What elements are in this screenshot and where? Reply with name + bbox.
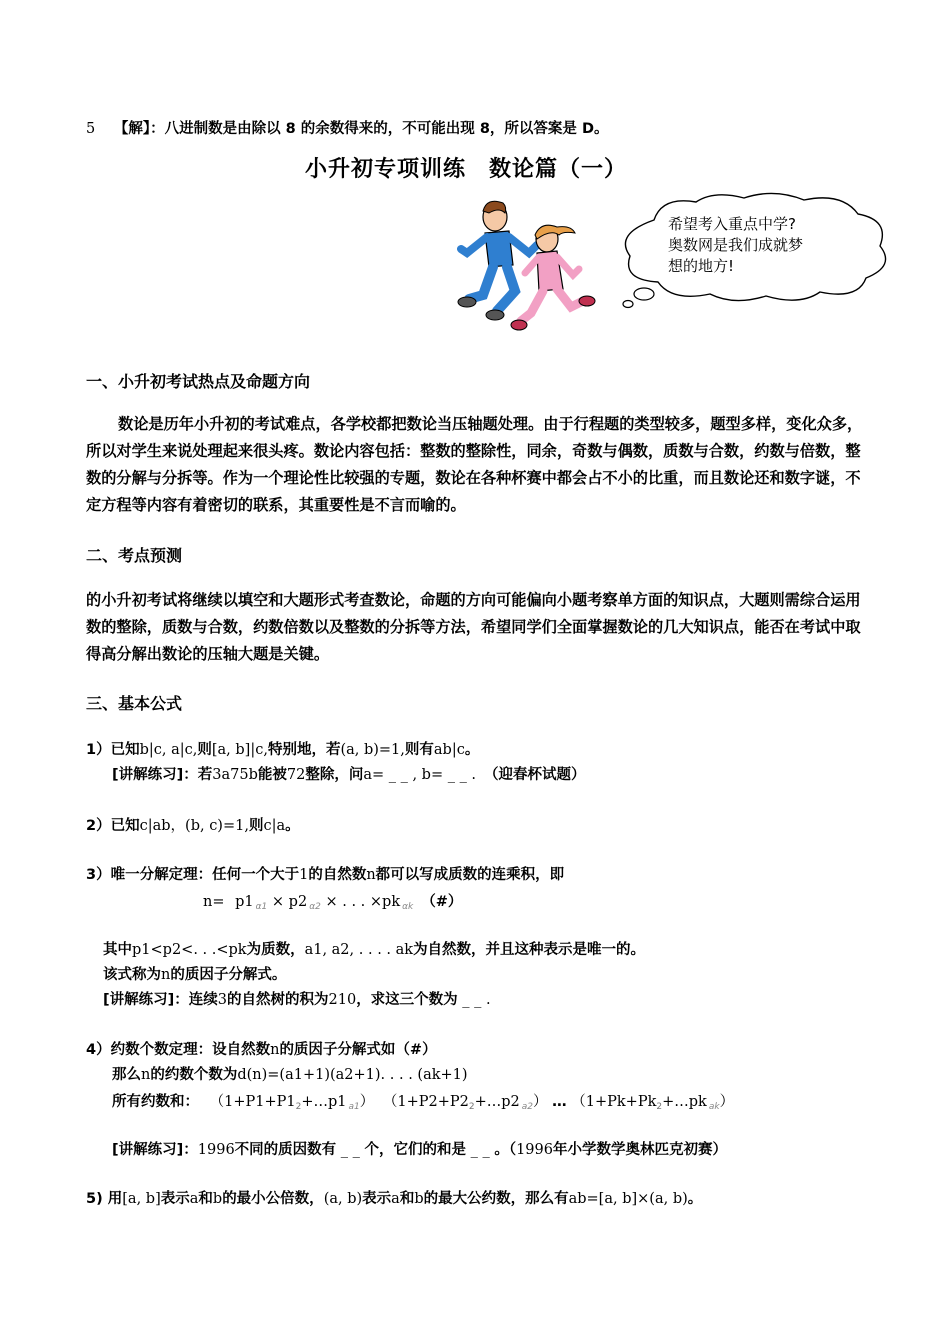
formula-1-exercise: [讲解练习]：若3a75b能被72整除，问a= _ _ , b= _ _ . （迎春杯试题）	[112, 767, 586, 783]
cloud-line-2: 奥数网是我们成就梦	[668, 236, 804, 254]
formula-4-count: 那么n的约数个数为d(n)=(a1+1)(a2+1). . . . (ak+1)	[112, 1067, 468, 1083]
section-2-heading: 二、考点预测	[86, 546, 183, 565]
answer-tag: 【解】：	[113, 121, 165, 137]
answer-line	[86, 119, 609, 139]
cloud-line-3: 想的地方!	[668, 257, 735, 275]
answer-number: 5	[86, 121, 96, 137]
formula-1: 1）已知b|c, a|c,则[a, b]|c,特别地，若(a, b)=1,则有ab|c。	[86, 742, 480, 758]
section-2-paragraph: 的小升初考试将继续以填空和大题形式考查数论，命题的方向可能偏向小题考察单方面的知识点，大题则需综合运用数的整除，质数与合数，约数倍数以及整数的分拆等方法，希望同学们全面掌握数论的几大知识点，能否在考试中取得高分解出数论的压轴大题是关键。	[86, 591, 861, 663]
formula-4-exercise: [讲解练习]：1996不同的质因数有 _ _ 个，它们的和是 _ _ 。（1996年小学数学奥林匹克初赛）	[112, 1142, 727, 1158]
formula-2: 2）已知c|ab，(b, c)=1,则c|a。	[86, 818, 300, 834]
formula-3-where: 其中p1<p2<. . .<pk为质数，a1, a2, . . . . ak为自然数，并且这种表示是唯一的。	[103, 942, 646, 958]
section-1-heading: 一、小升初考试热点及命题方向	[86, 372, 311, 391]
formula-3-note: 该式称为n的质因子分解式。	[103, 967, 287, 983]
cloud-line-1: 希望考入重点中学?	[668, 215, 796, 233]
section-3-heading: 三、基本公式	[86, 694, 183, 713]
formula-3-exercise: [讲解练习]：连续3的自然树的积为210，求这三个数为 _ _ .	[103, 992, 491, 1008]
formula-4-sum: 所有约数和： （$1+P1+P1_2+\dots p1$ $_{a1}$） （$1+P2+P2_2+\dots p2$ $_{a2}$） … （$1+Pk+Pk_2+\dots pk$ $_{ak}$）	[112, 1094, 735, 1112]
section-1-paragraph: 数论是历年小升初的考试难点，各学校都把数论当压轴题处理。由于行程题的类型较多，题型多样，变化众多，所以对学生来说处理起来很头疼。数论内容包括：整数的整除性，同余，奇数与偶数，质数与合数，约数与倍数，整数的分解与分拆等。作为一个理论性比较强的专题，数论在各种杯赛中都会占不小的比重，而且数论还和数字谜，不定方程等内容有着密切的联系，其重要性是不言而喻的。	[86, 415, 863, 514]
running-girl-figure	[511, 225, 595, 330]
running-kids-illustration	[455, 195, 600, 335]
formula-3: 3）唯一分解定理：任何一个大于1的自然数n都可以写成质数的连乘积，即	[86, 867, 565, 883]
formula-3-expression: n= p1 $_{\alpha 1}$ × p2 $_{\alpha 2}$ × . . . ×pk $_{\alpha k}$ （#）	[203, 894, 463, 912]
answer-text: 八进制数是由除以 8 的余数得来的，不可能出现 8，所以答案是 D。	[164, 121, 609, 137]
formula-4: 4）约数个数定理：设自然数n的质因子分解式如（#）	[86, 1042, 437, 1058]
formula-5: 5) 用[a, b]表示a和b的最小公倍数，(a, b)表示a和b的最大公约数，那么有ab=[a, b]×(a, b)。	[86, 1191, 703, 1207]
page-title: 小升初专项训练 数论篇（一）	[305, 157, 628, 182]
running-boy-figure	[458, 201, 537, 320]
